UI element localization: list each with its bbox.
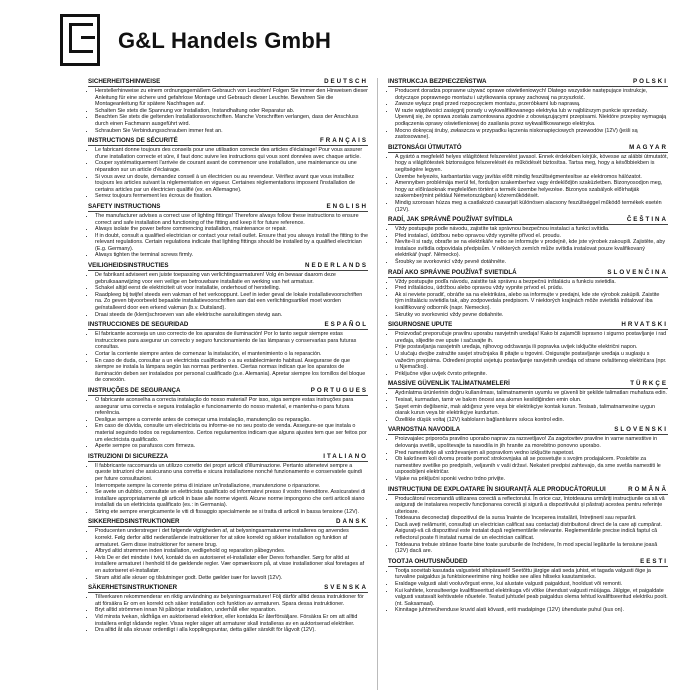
left-column bbox=[88, 78, 368, 637]
instruction-item: • Se avete un dubbio, consultate un elettricista qualificato od informatevi presso il vostro rivenditore. Assicuratevi di installare appropriatamente gli articoli in base alle norme vigenti. Alcune norme impongono che certi articoli siano installati da un elettricista qualificato (es.: in Germania). bbox=[95, 489, 368, 509]
instruction-item: • Kinnitage juhtmeühenduse kruvid alati kõvasti, eriti madalpinge (12V) ühenduste puhul (kus on). bbox=[395, 607, 668, 614]
section-language: PORTUGUES bbox=[310, 386, 368, 394]
instruction-list bbox=[88, 463, 368, 516]
instruction-item: • Priključne vijke uvijek čvrsto pritegnite. bbox=[395, 371, 668, 378]
instruction-item: • Amennyiben problémája merül fel, forduljon szakemberhez vagy érdeklődjön szaküzletben. Bizonyosodjon meg, hogy az előírásoknak megfelelően történt a termék üzembe helyezése. Bizonyos szabályok előírhatják szakember(mint például Németországban) közreműködését. bbox=[395, 180, 668, 200]
instruction-list bbox=[388, 331, 668, 377]
safety-section bbox=[388, 216, 668, 266]
instruction-list bbox=[388, 436, 668, 482]
section-title: MASSİVE GÜVENLİK TALİMATNAMELERİ bbox=[388, 380, 510, 388]
section-header bbox=[88, 262, 368, 271]
safety-section bbox=[88, 387, 368, 450]
instruction-item: • Prije postavljanja rasvjetnih uređaja, njihovog održavanja ili popravka uvijek isključite električni napon. bbox=[395, 344, 668, 351]
section-title: INSTRUKCJA BEZPIECZEŃSTWA bbox=[388, 78, 487, 85]
instruction-item: • Totdeauna trebuie strânse foarte bine toate șuruburile de închidere, în mod special legăturile la tensiune joasă (12V) dacă are. bbox=[395, 542, 668, 555]
safety-section bbox=[88, 453, 368, 516]
instruction-item: • String ete sempre energicamente le viti di fissaggio specialmente se si tratta di articoli in bassa tensione (12V). bbox=[95, 509, 368, 516]
instruction-item: • Ak si neviete poradiť, obráťte sa na elektrikára, alebo sa informujte v predajni, kde ste výrobok zakúpili. Zaistite tým inštaláciu svietidla tak, aby zodpovedala predpisom. V niektorých krajinách môže svietidlá inštalovať iba kvalifikovaný odborník (napr. Nemecko). bbox=[395, 292, 668, 312]
instruction-item: • De fabrikant adviseert een juiste toepassing van verlichtingsarmaturen! Volg én bewaar daarom deze gebruiksaanwijzing voor een veilige en betrouwbare installatie en werking van het armatuur. bbox=[95, 272, 368, 285]
instruction-list bbox=[88, 528, 368, 581]
instruction-item: • En caso de duda, consultar a un electricista cualificado o a su establecimiento habitual. Asegurarse de que siempre se instala la lámpara según las normas pertinentes. Ciertas normas indican que los aparatos de iluminación deben ser instalados por personal cualificado (p.e. Alemania). Apretar siempre los tornillos del bloque de conexión. bbox=[95, 358, 368, 384]
instruction-list bbox=[88, 88, 368, 134]
instruction-list bbox=[388, 496, 668, 555]
section-language: ESPAÑOL bbox=[324, 321, 368, 329]
instruction-item: • Herstellerhinweise zu einem ordnungsgemäßem Gebrauch von Leuchten! Folgen Sie immer den Hinweisen dieser Anleitung für eine sichere und gefahrlose Montage und Gebrauch dieser Leuchte. Bewahren Sie die Montageanleitung für spätere Nachfragen auf. bbox=[95, 88, 368, 108]
header bbox=[60, 14, 331, 68]
instruction-item: • Bryt alltid strömmen innan Ni påbörjar installation, underhåll eller reparation. bbox=[95, 607, 368, 614]
section-header bbox=[88, 321, 368, 330]
instructions-columns bbox=[88, 78, 668, 637]
instruction-list bbox=[388, 226, 668, 266]
section-header bbox=[88, 203, 368, 212]
safety-section bbox=[88, 518, 368, 581]
instruction-item: • Draai steeds de (klem)schroeven van alle elektrische aansluitingen stevig aan. bbox=[95, 312, 368, 319]
instruction-list bbox=[88, 397, 368, 450]
instruction-item: • Vždy postupujte podle návodu, zajistíte tak správnou bezpečnou instalaci a funkci svítidla. bbox=[395, 226, 668, 233]
instruction-item: • Mocno dokręcaj śruby, zwłaszcza w przypadku łączenia niskonapięciowych przewodów (12V) (jeśli są zastosowane). bbox=[395, 128, 668, 141]
instruction-item: • Zawsze wyłącz prąd przed rozpoczęciem montażu, przeróbkami lub naprawą. bbox=[395, 101, 668, 108]
instruction-item: • Dra alltid åt alla skruvar ordentligt i alla kopplingspuntar, detta gäller särskilt för lågvolt (12V). bbox=[95, 627, 368, 634]
section-language: DEUTSCH bbox=[324, 78, 368, 85]
instruction-item: • Şayet emin değilseniz, malı aldığınız yere veya bir elektrikçiye kontak kurun. Tesisatı, talimatnamesine uygun olarak kurun veya bir elektrikçiye kurdurtun. bbox=[395, 404, 668, 417]
instruction-item: • Raadpleeg bij twijfel steeds een vakman of het verkooppunt. Leef in ieder geval de lokale installatievoorschriften na. Zo geven bijvoorbeeld bepaalde installatievoorschriften aan dat een verlichtingsartikel moet worden geïnstalleerd door een erkend vakman (b.v. Duitsland). bbox=[95, 292, 368, 312]
section-title: RADÍ AKO SPRÁVNE POUŽÍVAŤ SVIETIDLÁ bbox=[388, 268, 517, 276]
section-title: INSTRUCȚIUNI DE EXPLOATARE ÎN SIGURANȚĂ ALE PRODUCĂTORULUI bbox=[388, 485, 606, 493]
instruction-item: • The manufacturer advises a correct use of lighting fittings! Therefore always follow these instructions to ensure correct and safe installation and functioning of the fitting and keep it for future reference. bbox=[95, 213, 368, 226]
instruction-item: • Desligue sempre a corrente antes de começar uma instalação, manutenção ou reparação. bbox=[95, 417, 368, 424]
instruction-item: • Šroubky se svorkovnicí vždy pevně dotáhněte. bbox=[395, 259, 668, 266]
section-title: VARNOSTNA NAVODILA bbox=[388, 426, 461, 434]
instruction-item: • Mindig szorosan húzza meg a csatlakozó csavarjait különösen alacsony feszültséggel működő termékek esetén (12V). bbox=[395, 200, 668, 213]
instruction-list bbox=[88, 594, 368, 634]
instruction-item: • Vijake na priključni sponki vedno trdno privijte. bbox=[395, 476, 668, 483]
section-language: NEDERLANDS bbox=[305, 262, 368, 270]
instruction-list bbox=[88, 272, 368, 318]
section-header bbox=[88, 137, 368, 146]
section-language: EESTI bbox=[640, 557, 668, 565]
section-header bbox=[388, 321, 668, 330]
section-header bbox=[88, 584, 368, 593]
instruction-item: • Tootja soovitab kasutada valgusteid sihipäraselt! Seetõttu järgige alati seda juhist, et tagada valgusti õige ja turvaline paigaldus ja funktsioneerimine ning hoidke see alles hiliseks kasutamiseks. bbox=[395, 568, 668, 581]
instruction-item: • U slučaju dvojbe zatražite savjet stručnjaka ili pitajte u trgovini. Osigurajte postavljanje uređaja u suglasju s važećim propisima. Određeni propisi uvjetuju postavljanje rasvjetnih uređaja od strane ovlaštenog električara (npr. u Njemačkoj). bbox=[395, 351, 668, 371]
instruction-item: • Producenten understreger i det følgende vigtigheden af, at belysningsarmaturerne installeres og anvendes korrekt. Følg derfor altid nedenstående instruktioner for at sikre korrekt og sikker installation og funktion af armaturet. Gem disse instruktioner for senere brug. bbox=[95, 528, 368, 548]
instruction-item: • Cortar la corriente siempre antes de comenzar la instalación, el mantenimiento o la reparación. bbox=[95, 351, 368, 358]
instruction-item: • Afbryd altid strømmen inden installation, vedligehold og reparation påbegyndes. bbox=[95, 548, 368, 555]
instruction-item: • El fabricante aconseja un uso correcto de los aparatos de iluminación! Por lo tanto seguir siempre estas instrucciones para asegurar un correcto y seguro funcionamiento de las lámparas y conservarlas para futuras consultas. bbox=[95, 331, 368, 351]
section-header bbox=[88, 518, 368, 527]
instruction-list bbox=[88, 147, 368, 200]
section-header bbox=[388, 269, 668, 278]
section-title: ISTRUZIONI DI SICUREZZA bbox=[88, 452, 169, 460]
instruction-list bbox=[388, 279, 668, 319]
section-title: VEILIGHEIDSINSTRUCTIES bbox=[88, 262, 169, 270]
section-language: SVENSKA bbox=[324, 584, 368, 592]
section-language: POLSKI bbox=[632, 78, 668, 85]
instruction-item: • Tillverkaren rekommenderar en riktig användning av belysningsarmaturer! Följ därför alltid dessa instruktioner för att försäkra Er om en korrekt och säker installation och funktion av armaturen. Spara dessa instruktioner. bbox=[95, 594, 368, 607]
instruction-list bbox=[388, 88, 668, 141]
safety-section bbox=[388, 321, 668, 377]
safety-section bbox=[88, 584, 368, 634]
instruction-item: • Interrompete sempre la corrente prima di iniziare un'installazione, manutenzione o riparazione. bbox=[95, 483, 368, 490]
instruction-item: • Schalten Sie stets die Spannung vor Installation, Instandhaltung oder Reparatur ab. bbox=[95, 108, 368, 115]
instruction-item: • Stram altid alle skruer og tilslutninger godt. Dette gælder især for lavvolt (12V). bbox=[95, 575, 368, 582]
instruction-item: • Vždy postupujte podľa návodu, zaistíte tak správnu a bezpečnú inštaláciu a funkciu svietidla. bbox=[395, 279, 668, 286]
section-header bbox=[88, 387, 368, 396]
instruction-item: • Pred inštaláciou, údržbou alebo opravou vždy vypnite prívod el. prúdu. bbox=[395, 285, 668, 292]
section-title: INSTRUCTIONS DE SÉCURITÉ bbox=[88, 137, 178, 145]
section-title: SICHERHEITSHINWEISE bbox=[88, 78, 161, 85]
safety-section bbox=[88, 262, 368, 318]
safety-section bbox=[388, 380, 668, 423]
section-language: ROMÂNĂ bbox=[628, 485, 668, 493]
section-header bbox=[88, 453, 368, 462]
section-language: MAGYAR bbox=[629, 143, 668, 151]
instruction-item: • Always isolate the power before commencing installation, maintenance or repair. bbox=[95, 226, 368, 233]
instruction-item: • Özellikle düşük voltaj (12V) kabloların bağlantılarını sıkıca kontrol edin. bbox=[395, 417, 668, 424]
instruction-item: • Nevíte-li si rady, obraťte se na elektrikáře nebo se informujte v prodejně, kde jste výrobek zakoupili. Zajistěte, aby instalace svítidla odpovídala předpisům. V některých zemích může svítidla instalovat pouze kvalifikovaný elektrikář (např. Německo). bbox=[395, 239, 668, 259]
safety-section bbox=[388, 486, 668, 555]
section-title: INSTRUÇÕES DE SEGURANÇA bbox=[88, 386, 181, 394]
safety-section bbox=[388, 144, 668, 213]
instruction-item: • Skrutky vo svorkovnici vždy pevne dotiahnite. bbox=[395, 312, 668, 319]
instruction-item: • Aperte sempre os parafusos com firmeza. bbox=[95, 443, 368, 450]
safety-section bbox=[88, 78, 368, 134]
instruction-item: • Schrauben Sie Verbindungsschrauben immer fest an. bbox=[95, 128, 368, 135]
instruction-item: • Ob kakršnem koli dvomu prosite pomoč strokovnjaka ali se posvetujte s svojim prodajalcem. Poskrbite za namestitev svetilke po predpisih, veljavnih v vaši državi. Nekateri predpisi zahtevajo, da sme svetila namestiti le usposobljeni električar. bbox=[395, 456, 668, 476]
instruction-item: • Před instalací, údržbou nebo opravou vždy vypněte přívod el. proudu. bbox=[395, 233, 668, 240]
section-language: SLOVENSKI bbox=[614, 426, 668, 434]
instruction-item: • A gyártó a megfelelő helyes világítótest felszerelést javasol. Ennek érdekében kérjük, kövesse az alábbi útmutatót, hogy a világítótestek biztonságos felszerelését és működését biztosítsa. Tartsa meg, hogy a későbbiekben is segítségére legyen. bbox=[395, 154, 668, 174]
instruction-item: • Hvis De er det mindste i tvivl, kontakt da en autoriseret el-installatør eller Deres forhandler. Sørg for altid at installere armaturet i henhold til de gældende regler. Vær opmærksom på, at visse installationer skal foretages af en autoriseret el-installatør. bbox=[95, 555, 368, 575]
section-language: ENGLISH bbox=[326, 202, 368, 210]
section-header bbox=[388, 486, 668, 495]
section-header bbox=[388, 144, 668, 153]
instruction-item: • Producent doradza poprawne używać oprawe oświetleniowych! Dlatego wszystkie następujące instrukcje, dotyczące poprawnego montażu i użytkowania oprawy zachowaj na przyszłość. bbox=[395, 88, 668, 101]
instruction-item: • Proizvajalec priporoča pravilno uporabo naprav za razsvetljavo! Za zagotovitev pravilne in varne namestitve in delovanja svetilk, upoštevajte ta navodila in jih hranite za morebitno ponovno uporabo. bbox=[395, 436, 668, 449]
safety-section bbox=[388, 558, 668, 614]
section-title: SÄKERHETSINSTRUKTIONER bbox=[88, 584, 178, 592]
instruction-item: • Vid minsta tvekan, rådfråga en auktoriserad elektriker, eller kontakta Er återförsäljare. Försäkra Er om att alltid installera enligt rådande regler. Vissa regler säger att armaturer skall installeras av en auktoriserad elektriker. bbox=[95, 614, 368, 627]
section-header bbox=[388, 78, 668, 87]
section-header bbox=[88, 78, 368, 87]
instruction-item: • Dacă aveți nelămuriri, consultați un electrician calificat sau contactați distribuitorul direct de la care ați cumpărat. Asigurați-vă că dispozitivul este instalat după reglementările relevante. Reglementările precise indică faptul că reflectorul poate fi instalat numai de un electrician calificat. bbox=[395, 522, 668, 542]
instruction-item: • Tesisat, kurmadan, tamir ve bakım öncesi ana akımın kesildiğinden emin olun. bbox=[395, 397, 668, 404]
instruction-item: • O fabricante aconselha a correcta instalação do nosso material! Por isso, siga sempre estas instruções para assegurar uma correcta e segura instalação e funcionamento do nosso material, e mantenha-o para futura referência. bbox=[95, 397, 368, 417]
section-language: ČEŠTINA bbox=[626, 216, 668, 224]
section-header bbox=[388, 216, 668, 225]
instruction-item: • Totdeauna deconectați dispozitivul de la sursa înainte de începerea instalării, întreținerii sau reparării. bbox=[395, 515, 668, 522]
instruction-item: • W razie wątpliwości zasięgnij porady u wykwalifikowanego elektryka lub w najbliższym punkcie sprzedaży. Upewnij się, że oprawa została zamontowana zgodnie z obowiązującymi przepisami. Niektóre przepisy wymagają podłączenia oprawy oświetleniowej do zasilania przez wykwalifikowanego elektryka. bbox=[395, 108, 668, 128]
section-language: DANSK bbox=[335, 518, 368, 526]
section-title: TOOTJA OHUTUSNÕUDED bbox=[388, 557, 468, 565]
instruction-item: • Proizvođač preporučuje pravilnu uporabu rasvjetnih uređaja! Kako bi zajamčili ispravno i sigurno postavljanje i rad uređaja, slijedite ove upute i sačuvajte ih. bbox=[395, 331, 668, 344]
section-language: TÜRKÇE bbox=[630, 380, 668, 388]
company-logo bbox=[60, 14, 104, 68]
instruction-item: • Schakel altijd eerst de elektriciteit uit voor installatie, onderhoud of herstelling. bbox=[95, 285, 368, 292]
safety-section bbox=[388, 78, 668, 141]
instruction-item: • Kui kahtlete, konsulteerige kvalifitseeritud elektrikuga või võtke ühendust valgusti müüjaga. Jälgige, et paigaldate valgusti vastavalt kehtivatele nõuetele. Teatud juhtudel peab paigaldus olema tehtud kvalifitseeritud elektriku poolt. (nt. Saksamaal). bbox=[395, 588, 668, 608]
instruction-list bbox=[388, 390, 668, 423]
instruction-item: • Producătorul recomandă utilizarea corectă a reflectorului. În orice caz, întotdeauna urmăriți instrucțiunile ca să vă asigurați de instalarea respectiv funcționarea corectă și sigură a dispozitivului și păstrați acestea pentru referințe ulterioare. bbox=[395, 496, 668, 516]
instruction-item: • Eraldage valgusti alati vooluvõrgust enne, kui alustate valgusti paigaldust, hooldust või remonti. bbox=[395, 581, 668, 588]
instruction-item: • Il fabbricante raccomanda un utilizzo corretto dei propri articoli d'illuminazione. Pertanto attenetevi sempre a queste istruzioni che assicurano una corretta e sicura installazione nonché funzionamento e conservatele quindi per future consultazioni. bbox=[95, 463, 368, 483]
instruction-item: • Pred namestitvijo ali vzdrževanjem ali popravilom vedno izključite napetost. bbox=[395, 450, 668, 457]
instruction-item: • Beachten Sie stets die geltenden Installationsvorschriften. Manche Vorschriften verlangen, dass der Anschluss durch einen Fachmann ausgeführt wird. bbox=[95, 114, 368, 127]
section-header bbox=[388, 558, 668, 567]
section-language: ITALIANO bbox=[323, 452, 368, 460]
safety-section bbox=[88, 203, 368, 259]
instruction-item: • Always tighten the terminal screws firmly. bbox=[95, 252, 368, 259]
section-title: RADÍ, JAK SPRÁVNĚ POUŽÍVAT SVÍTIDLA bbox=[388, 216, 513, 224]
safety-section bbox=[88, 321, 368, 384]
section-language: SLOVENČINA bbox=[607, 268, 668, 276]
safety-section bbox=[388, 426, 668, 482]
instruction-item: • Couper systématiquement l'arrivée de courant avant de commencer une installation, une maintenance ou une réparation sur un article d'éclairage. bbox=[95, 160, 368, 173]
section-title: BIZTONSÁGI ÚTMUTATÓ bbox=[388, 143, 462, 151]
safety-section bbox=[388, 269, 668, 319]
instruction-list bbox=[88, 213, 368, 259]
section-title: INSTRUCCIONES DE SEGURIDAD bbox=[88, 321, 189, 329]
instruction-item: • Em caso de dúvida, consulte um electricista ou informe-se no seu posto de venda. Assegure-se que instala o material seguindo todos os regulamentos. Certos regulamentos indicam que alguns ajustes tem que ser feitos por um electricista qualificado. bbox=[95, 423, 368, 443]
instruction-item: • Üzembe helyezés, karbantartás vagy javítás előtt mindig feszültségmentesítse az elektromos hálózatot. bbox=[395, 174, 668, 181]
instruction-item: • If in doubt, consult a qualified electrician or contact your retail outlet. Ensure that you always install the fitting to the relevant regulations. Certain regulations indicate that lighting fittings should be installed by a qualified electrician (E.g. Germany). bbox=[95, 233, 368, 253]
instruction-list bbox=[388, 568, 668, 614]
instruction-list bbox=[88, 331, 368, 384]
instruction-item: • Serrez toujours fermement les écrous de fixation. bbox=[95, 193, 368, 200]
section-title: SAFETY INSTRUCTIONS bbox=[88, 202, 161, 210]
company-name: G&L Handels GmbH bbox=[118, 28, 332, 53]
section-header bbox=[388, 380, 668, 389]
instruction-item: • Aydınlatma ürünlerinin doğru kullanılması, talimatnamenin uyumlu ve güvenli bir şekilde talimatları muhafaza edin. bbox=[395, 390, 668, 397]
instruction-list bbox=[388, 154, 668, 213]
safety-section bbox=[88, 137, 368, 200]
section-header bbox=[388, 426, 668, 435]
section-language: HRVATSKI bbox=[621, 321, 668, 329]
section-title: SIGURNOSNE UPUTE bbox=[388, 321, 453, 329]
instruction-item: • Le fabricant donne toujours des conseils pour une utilisation correcte des articles d'éclairage! Pour vous assurer d'une installation correcte et sûre, il faut donc suivre les instructions qui vous sont données avec chaque article. bbox=[95, 147, 368, 160]
instruction-item: • Si vous avez un doute, demandez conseil à un électricien ou au revendeur. Vérifiez avant que vous installiez toujours les articles suivant la réglementation en vigueur. Certaines réglementations imposent l'installation de certains articles par un électricien qualifié (ex. en Allemagne). bbox=[95, 174, 368, 194]
right-column bbox=[388, 78, 668, 637]
section-title: SIKKERHEDSINSTRUKTIONER bbox=[88, 518, 180, 526]
section-language: FRANÇAIS bbox=[320, 137, 368, 145]
